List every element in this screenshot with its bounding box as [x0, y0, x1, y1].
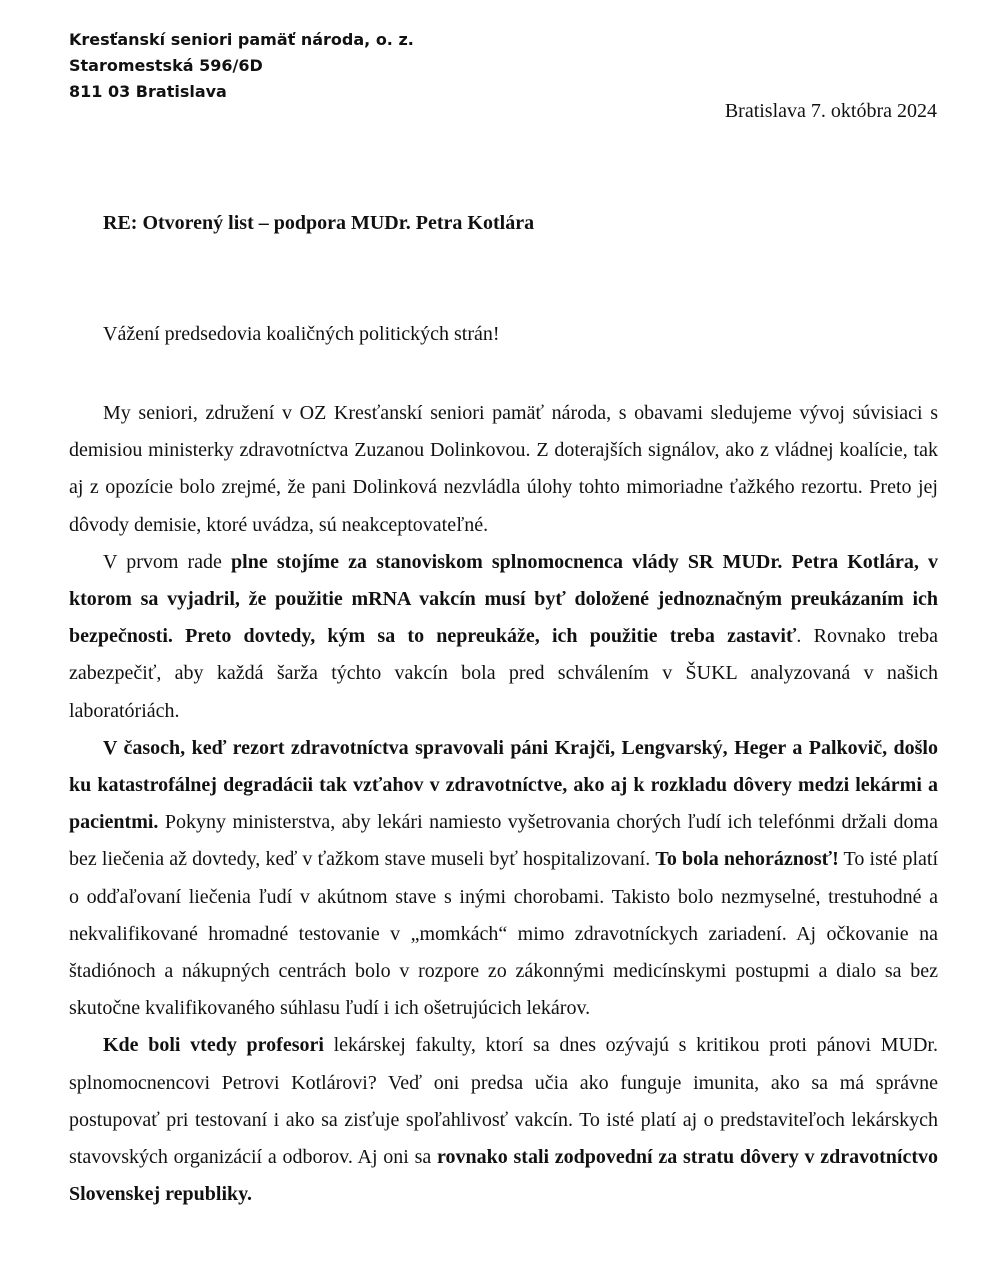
paragraph-2-bold: plne stojíme za stanoviskom splnomocnenca vlády SR MUDr. Petra Kotlára, v ktorom sa vyjadril, že použitie mRNA vakcín musí byť doložené jednoznačným preukázaním ich bezpečnosti. Preto dovtedy, kým sa to nepreukáže, ich použitie treba zastaviť [69, 550, 938, 648]
paragraph-3-bold-b: To bola nehoráznosť! [655, 848, 839, 871]
paragraph-2-text-a: V prvom rade [103, 550, 232, 573]
paragraph-1 [69, 395, 938, 544]
paragraph-3 [69, 730, 938, 1028]
letter-subject: RE: Otvorený list – podpora MUDr. Petra Kotlára [103, 212, 535, 234]
paragraph-4-bold-a: Kde boli vtedy profesori [103, 1034, 324, 1057]
sender-organization: Kresťanskí seniori pamäť národa, o. z. [69, 30, 414, 49]
paragraph-3-text-b: To isté platí o odďaľovaní liečenia ľudí v akútnom stave s inými chorobami. Takisto bolo nezmyselné, trestuhodné a nekvalifikované hromadné testovanie v „momkách“ mimo zdravotníckych zariadení. Aj očkovanie na štadiónoch a nákupných centrách bolo v rozpore zo zákonnými medicínskymi postupmi a dialo sa bez skutočne kvalifikovaného súhlasu ľudí i ich ošetrujúcich lekárov. [69, 848, 939, 1020]
paragraph-4-text-a: lekárskej fakulty, ktorí sa dnes ozývajú s kritikou proti pánovi MUDr. splnomocnencovi Petrovi Kotlárovi? Veď oni predsa učia ako funguje imunita, ako sa má správne postupovať pri testovaní i ako sa zisťuje spoľahlivosť vakcín. To isté platí aj o predstaviteľoch lekárskych stavovských organizácií a odborov. Aj oni sa [69, 1034, 938, 1169]
sender-city: 811 03 Bratislava [69, 82, 227, 101]
sender-street: Staromestská 596/6D [69, 56, 263, 75]
paragraph-4 [69, 1027, 938, 1213]
paragraph-3-text-a: Pokyny ministerstva, aby lekári namiesto vyšetrovania chorých ľudí ich telefónmi držali doma bez liečenia až dovtedy, keď v ťažkom stave museli byť hospitalizovaní. [69, 811, 938, 871]
paragraph-2 [69, 544, 938, 730]
paragraph-4-bold-b: rovnako stali zodpovední za stratu dôvery v zdravotníctvo Slovenskej republiky. [69, 1146, 938, 1206]
paragraph-2-text-b: . Rovnako treba zabezpečiť, aby každá šarža týchto vakcín bola pred schválením v ŠUKL analyzovaná v našich laboratóriách. [69, 625, 938, 722]
letter-body [69, 395, 938, 1213]
paragraph-1-text: My seniori, združení v OZ Kresťanskí seniori pamäť národa, s obavami sledujeme vývoj súvisiaci s demisiou ministerky zdravotníctva Zuzanou Dolinkovou. Z doterajších signálov, ako z vládnej koalície, tak aj z opozície bolo zrejmé, že pani Dolinková nezvládla úlohy tohto mimoriadne ťažkého rezortu. Preto jej dôvody demisie, ktoré uvádza, sú neakceptovateľné. [69, 402, 938, 536]
letter-salutation: Vážení predsedovia koaličných politických strán! [103, 323, 500, 345]
letter-date: Bratislava 7. októbra 2024 [724, 100, 937, 122]
sender-address [69, 27, 414, 105]
paragraph-3-bold-a: V časoch, keď rezort zdravotníctva spravovali páni Krajči, Lengvarský, Heger a Palkovič, došlo ku katastrofálnej degradácii tak vzťahov v zdravotníctve, ako aj k rozkladu dôvery medzi lekármi a pacientmi. [69, 736, 938, 834]
